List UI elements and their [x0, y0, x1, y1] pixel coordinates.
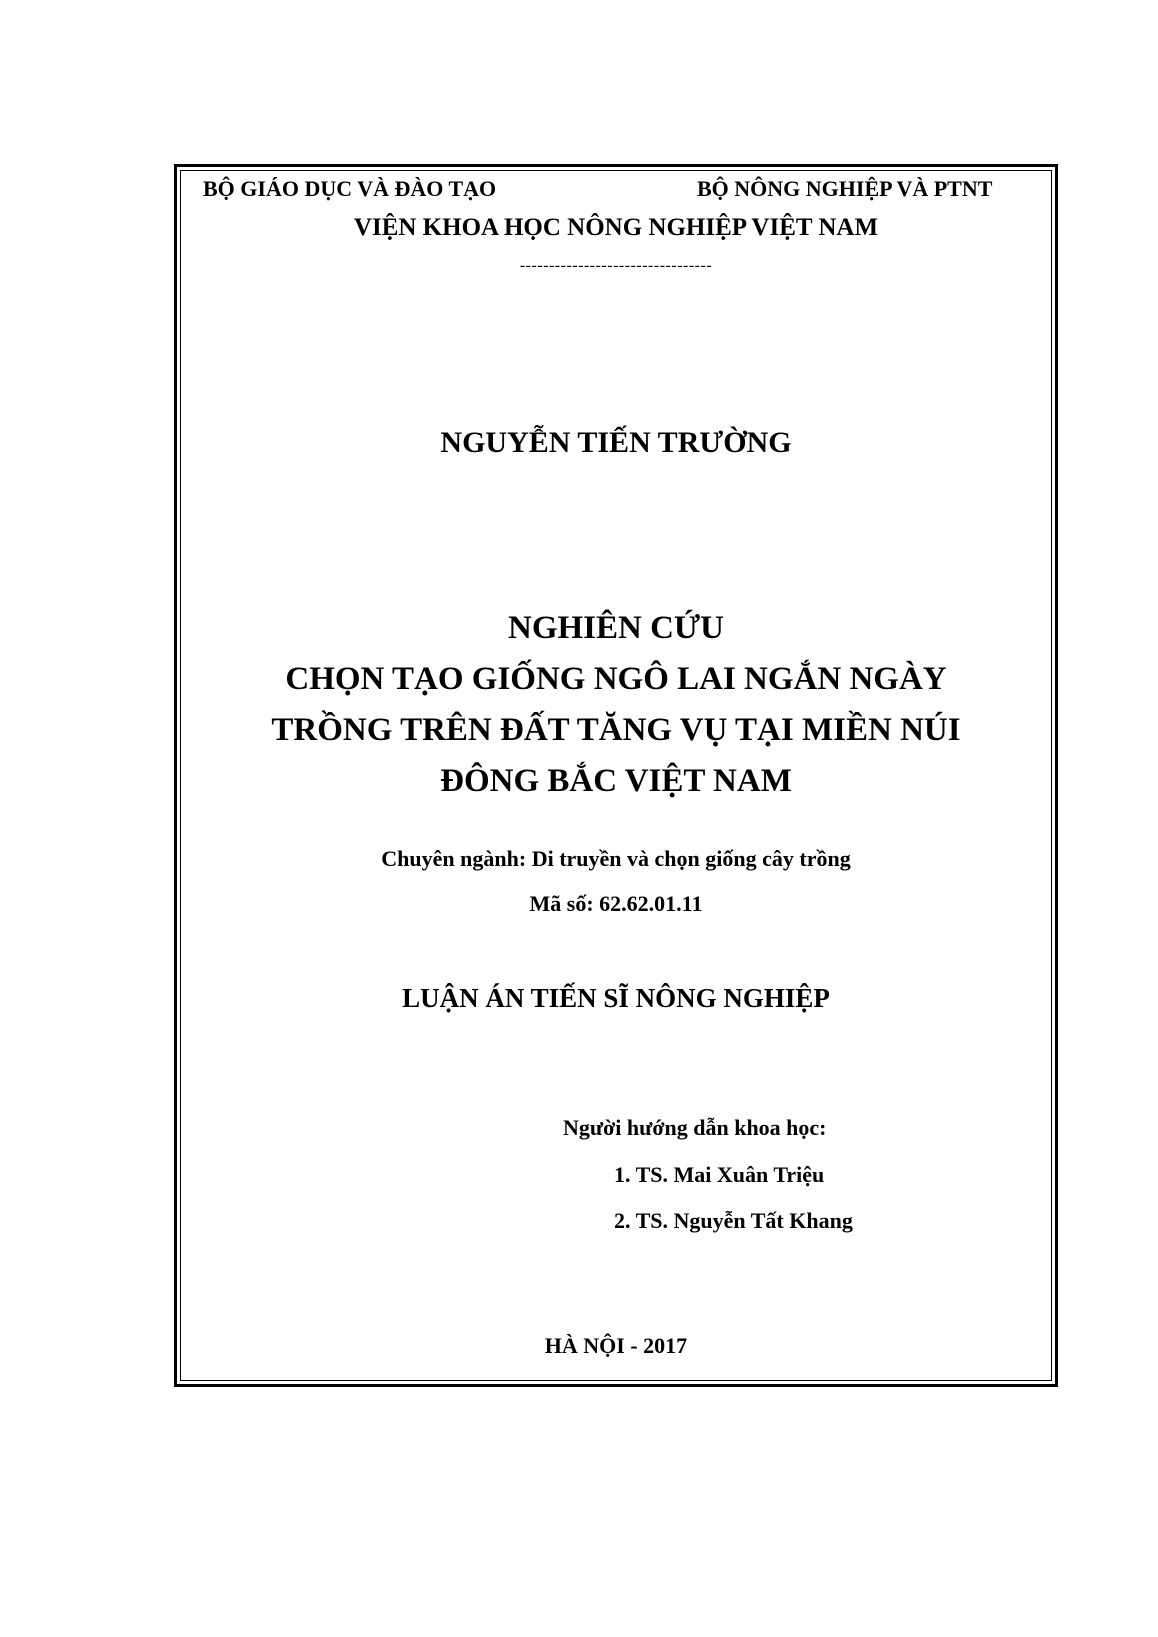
advisor-item: 1. TS. Mai Xuân Triệu: [614, 1162, 825, 1187]
ministry-agriculture-heading: BỘ NÔNG NGHIỆP VÀ PTNT: [697, 176, 993, 201]
advisor-item: 2. TS. Nguyễn Tất Khang: [614, 1208, 853, 1233]
thesis-title: [180, 603, 1052, 807]
advisors-label: Người hướng dẫn khoa học:: [563, 1115, 827, 1140]
degree-title: LUẬN ÁN TIẾN SĨ NÔNG NGHIỆP: [402, 983, 830, 1013]
thesis-title-line: CHỌN TẠO GIỐNG NGÔ LAI NGẮN NGÀY: [285, 661, 947, 697]
institute-heading: VIỆN KHOA HỌC NÔNG NGHIỆP VIỆT NAM: [353, 214, 879, 241]
header-divider: ---------------------------------: [519, 257, 713, 274]
thesis-title-line: TRỒNG TRÊN ĐẤT TĂNG VỤ TẠI MIỀN NÚI: [271, 712, 961, 748]
author-name: NGUYỄN TIẾN TRƯỜNG: [440, 426, 792, 459]
ministry-education-heading: BỘ GIÁO DỤC VÀ ĐÀO TẠO: [203, 176, 497, 201]
specialization-code: Mã số: 62.62.01.11: [529, 891, 703, 916]
thesis-title-line: ĐÔNG BẮC VIỆT NAM: [440, 763, 792, 799]
thesis-title-line: NGHIÊN CỨU: [507, 610, 725, 646]
specialization-major: Chuyên ngành: Di truyền và chọn giống cây trồng: [381, 846, 851, 871]
place-year: HÀ NỘI - 2017: [544, 1333, 688, 1358]
